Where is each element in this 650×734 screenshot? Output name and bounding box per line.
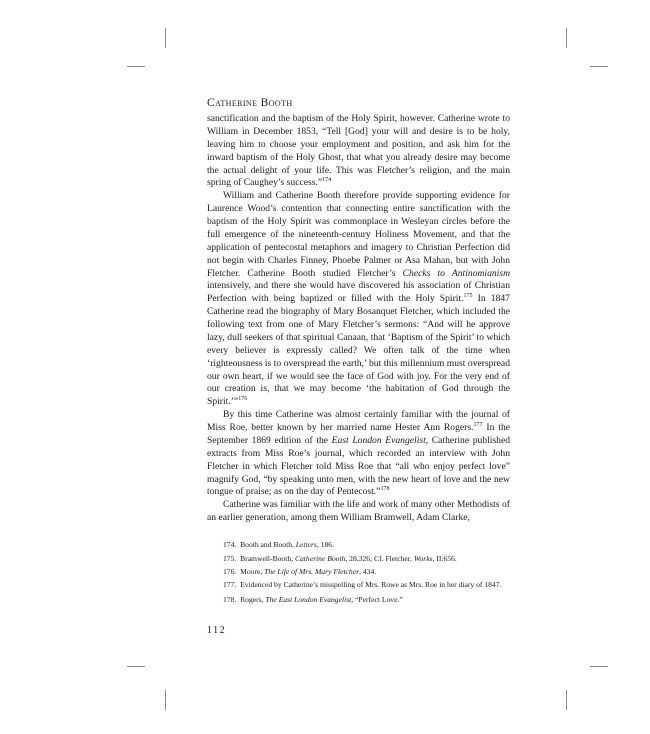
footnote (207, 552, 510, 566)
crop-mark-top-right (566, 28, 567, 48)
footnote (207, 579, 510, 592)
paragraph (207, 113, 510, 190)
text-run: Rogers, (240, 595, 266, 605)
text-run: Moore, (240, 567, 265, 577)
footnote-number: 177. (223, 579, 237, 589)
footnote-number: 178. (223, 595, 237, 605)
text-run: intensively, and there she would have discovered his association of Christian Perfection with being baptized or filled with the Holy Spirit. (207, 280, 510, 305)
running-head: Catherine Booth (207, 97, 293, 109)
footnote-reference: 177 (473, 421, 483, 428)
footnote-number: 175. (223, 553, 237, 563)
text-run: Catherine was familiar with the life and work of many other Methodists of an earlier generation, among them William Bramwell, Adam Clarke, (207, 499, 510, 524)
crop-mark-bottom-right (566, 690, 567, 710)
text-run: Booth and Booth, (240, 540, 296, 549)
footnote (207, 593, 510, 607)
text-run: In 1847 Catherine read the biography of Mary Bosanquet Fletcher, which included the following text from one of Mary Fletcher’s sermons: “And will he approve lazy, dull seekers of that spiritual Canaan, that ‘Baptism of the Spirit’ to which every believer is expressly called? We often talk of the time when ‘righteousness is to overspread the earth,’ but this millennium must overspread our own heart, if we would see the face of God with joy. For the very end of our creation is, that we may become ‘the habitation of God through the Spirit.’” (207, 293, 510, 408)
text-run: , “Perfect Love.” (351, 595, 403, 605)
text-run: Bramwell-Booth, (240, 553, 295, 563)
paragraph (207, 190, 510, 409)
italic-title: Letters (295, 540, 317, 549)
paragraph (207, 409, 510, 499)
italic-title: Checks to Antinomianism (402, 267, 510, 279)
text-run: By this time Catherine was almost certainly familiar with the journal of Miss Roe, better known by her married name Hester Ann Rogers. (207, 409, 510, 433)
page-number: 112 (207, 625, 227, 636)
footnote (207, 565, 510, 579)
footnote (207, 538, 510, 552)
text-run: , II:656. (432, 553, 457, 563)
italic-title: The East London Evangelist (265, 595, 352, 605)
footnote-reference: 176 (238, 396, 248, 403)
text-run: , 186. (316, 540, 334, 549)
footnote-number: 174. (223, 540, 237, 549)
text-run: Evidenced by Catherine’s misspelling of Mrs. Rowe as Mrs. Roe in her diary of 1847. (240, 579, 502, 589)
text-run: , Catherine published extracts from Miss Roe’s journal, which recorded an interview with John Fletcher in which Fletcher told Miss Roe that “all who enjoy perfect love” magnify God, “by speaking unto men, with the new heart of love and the new tongue of praise; as on the day of Pentecost.” (207, 434, 510, 498)
crop-mark-bottom-left (165, 690, 166, 710)
crop-mark-top-left (165, 28, 166, 48)
text-run: sanctification and the baptism of the Holy Spirit, however. Catherine wrote to William in December 1853, “Tell [God] your will and desire is to be holy, leaving him to choose your employment and position, and ask him for the inward baptism of the Holy Ghost, that what you already desire may become the actual delight of your life. This was Fletcher’s religion, and the main spring of Caughey’s success.” (207, 113, 510, 189)
paragraph (207, 499, 510, 525)
footnote-reference: 178 (380, 486, 390, 493)
body-text (207, 113, 510, 525)
crop-mark-left-upper (127, 66, 145, 67)
footnote-reference: 175 (463, 293, 473, 300)
footnotes (207, 538, 510, 607)
text-run: , 28,326; Cf. Fletcher, (345, 553, 414, 563)
text-run: , 434. (359, 567, 377, 577)
crop-mark-right-lower (590, 666, 608, 667)
italic-title: Catherine Booth (294, 553, 346, 563)
italic-title: Works (413, 553, 433, 563)
footnote-number: 176. (223, 567, 237, 577)
italic-title: East London Evangelist (331, 434, 426, 446)
italic-title: The Life of Mrs. Mary Fletcher (264, 567, 360, 577)
crop-mark-left-lower (127, 666, 145, 667)
text-run: In the September 1869 edition of the (207, 422, 511, 446)
text-run: William and Catherine Booth therefore provide supporting evidence for Laurence Wood’s contention that connecting entire sanctification with the baptism of the Holy Spirit was commonplace in Wesleyan circles before the full emergence of the nineteenth-century Holiness Movement, and that the application of pentecostal metaphors and imagery to Christian Perfection did not begin with Charles Finney, Phoebe Palmer or Asa Mahan, but with John Fletcher. Catherine Booth studied Fletcher’s (207, 190, 510, 279)
crop-mark-right-upper (590, 66, 608, 67)
footnote-reference: 174 (322, 177, 332, 184)
